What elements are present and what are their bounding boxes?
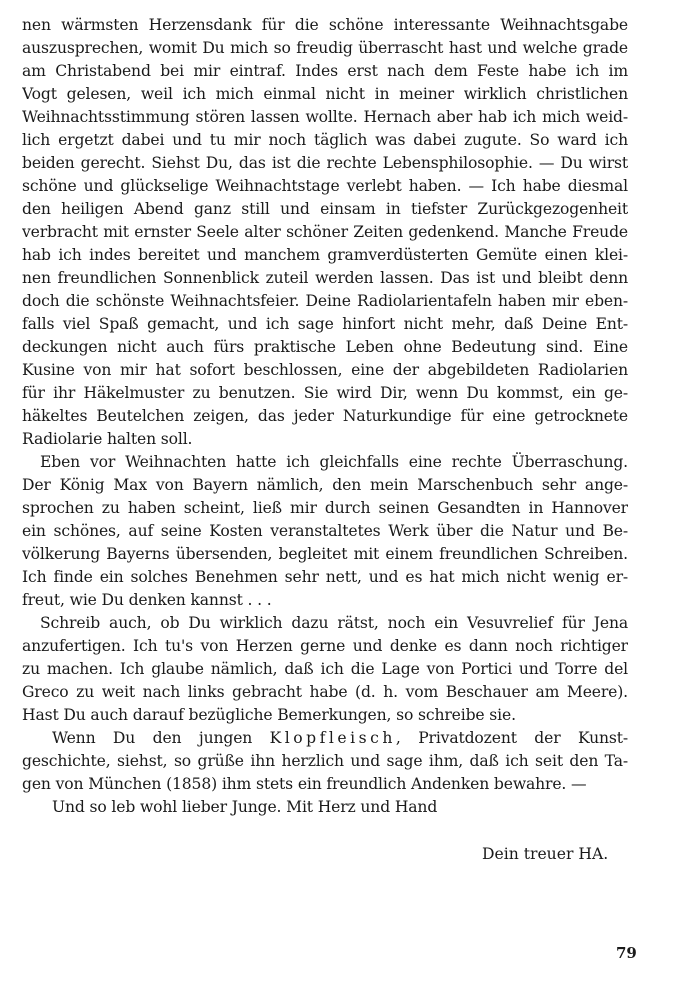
text-line: Greco zu weit nach links gebracht habe (d. h. vom Beschauer am Meere). — [22, 683, 628, 701]
paragraph-1 — [22, 14, 630, 451]
text-line: lich ergetzt dabei und tu mir noch täglich was dabei zugute. So ward ich — [22, 131, 628, 149]
text-line: falls viel Spaß gemacht, und ich sage hinfort nicht mehr, daß Deine Ent- — [22, 315, 628, 333]
text-line: nen freundlichen Sonnenblick zuteil werden lassen. Das ist und bleibt denn — [22, 269, 628, 287]
text-line: doch die schönste Weihnachtsfeier. Deine Radiolarientafeln haben mir eben- — [22, 292, 628, 310]
text-line: völkerung Bayerns übersenden, begleitet mit einem freundlichen Schreiben. — [22, 545, 628, 563]
text-line: Vogt gelesen, weil ich mich einmal nicht in meiner wirklich christlichen — [22, 85, 628, 103]
text-line: sprochen zu haben scheint, ließ mir durch seinen Gesandten in Hannover — [22, 499, 628, 517]
text-line: Kusine von mir hat sofort beschlossen, eine der abgebildeten Radiolarien — [22, 361, 628, 379]
text-line: für ihr Häkelmuster zu benutzen. Sie wird Dir, wenn Du kommst, ein ge- — [22, 384, 628, 402]
text-line: gen von München (1858) ihm stets ein freundlich Andenken bewahre. — — [22, 775, 587, 793]
text-line: Ich finde ein solches Benehmen sehr nett, und es hat mich nicht wenig er- — [22, 568, 628, 586]
text-line: Weihnachtsstimmung stören lassen wollte. Hernach aber hab ich mich weid- — [22, 108, 628, 126]
paragraph-5 — [22, 796, 630, 819]
text-line: beiden gerecht. Siehst Du, das ist die rechte Lebensphilosophie. — Du wirst — [22, 154, 628, 172]
text-line: Hast Du auch darauf bezügliche Bemerkungen, so schreibe sie. — [22, 706, 516, 724]
text-line: hab ich indes bereitet und manchem gramverdüsterten Gemüte einen klei- — [22, 246, 628, 264]
signature: Dein treuer HA. — [482, 845, 609, 863]
text-line: schöne und glückselige Weihnachtstage verlebt haben. — Ich habe diesmal — [22, 177, 628, 195]
text-line: häkeltes Beutelchen zeigen, das jeder Naturkundige für eine getrocknete — [22, 407, 628, 425]
line-start-text: Wenn Du den jungen — [52, 729, 253, 747]
text-line: nen wärmsten Herzensdank für die schöne interessante Weihnachtsgabe — [22, 16, 628, 34]
text-line: Radiolarie halten soll. — [22, 430, 193, 448]
text-line: ein schönes, auf seine Kosten veranstaltetes Werk über die Natur und Be- — [22, 522, 628, 540]
text-line: auszusprechen, womit Du mich so freudig überrascht hast und welche grade — [22, 39, 628, 57]
text-line: Schreib auch, ob Du wirklich dazu rätst, noch ein Vesuvrelief für Jena — [40, 614, 628, 632]
line-end-text: , Privatdozent der Kunst- — [395, 729, 628, 747]
text-line: Der König Max von Bayern nämlich, den mein Marschenbuch sehr ange- — [22, 476, 628, 494]
text-line: Und so leb wohl lieber Junge. Mit Herz und Hand — [52, 798, 438, 816]
paragraph-2 — [22, 451, 630, 612]
text-line: geschichte, siehst, so grüße ihn herzlich und sage ihm, daß ich seit den Ta- — [22, 752, 628, 770]
letter-body — [22, 14, 630, 819]
text-line: freut, wie Du denken kannst . . . — [22, 591, 272, 609]
spaced-name: Klopfleisch — [269, 729, 396, 747]
paragraph-3 — [22, 612, 630, 727]
book-page — [22, 14, 637, 984]
text-line: den heiligen Abend ganz still und einsam in tiefster Zurückgezogenheit — [22, 200, 628, 218]
page-number: 79 — [616, 944, 637, 962]
paragraph-4 — [22, 727, 630, 796]
text-line — [22, 727, 628, 750]
text-line: Eben vor Weihnachten hatte ich gleichfalls eine rechte Überraschung. — [40, 453, 628, 471]
text-line: deckungen nicht auch fürs praktische Leben ohne Bedeutung sind. Eine — [22, 338, 628, 356]
text-line: am Christabend bei mir eintraf. Indes erst nach dem Feste habe ich im — [22, 62, 628, 80]
text-line: zu machen. Ich glaube nämlich, daß ich die Lage von Portici und Torre del — [22, 660, 628, 678]
text-line: anzufertigen. Ich tu's von Herzen gerne und denke es dann noch richtiger — [22, 637, 628, 655]
text-line: verbracht mit ernster Seele alter schöner Zeiten gedenkend. Manche Freude — [22, 223, 628, 241]
